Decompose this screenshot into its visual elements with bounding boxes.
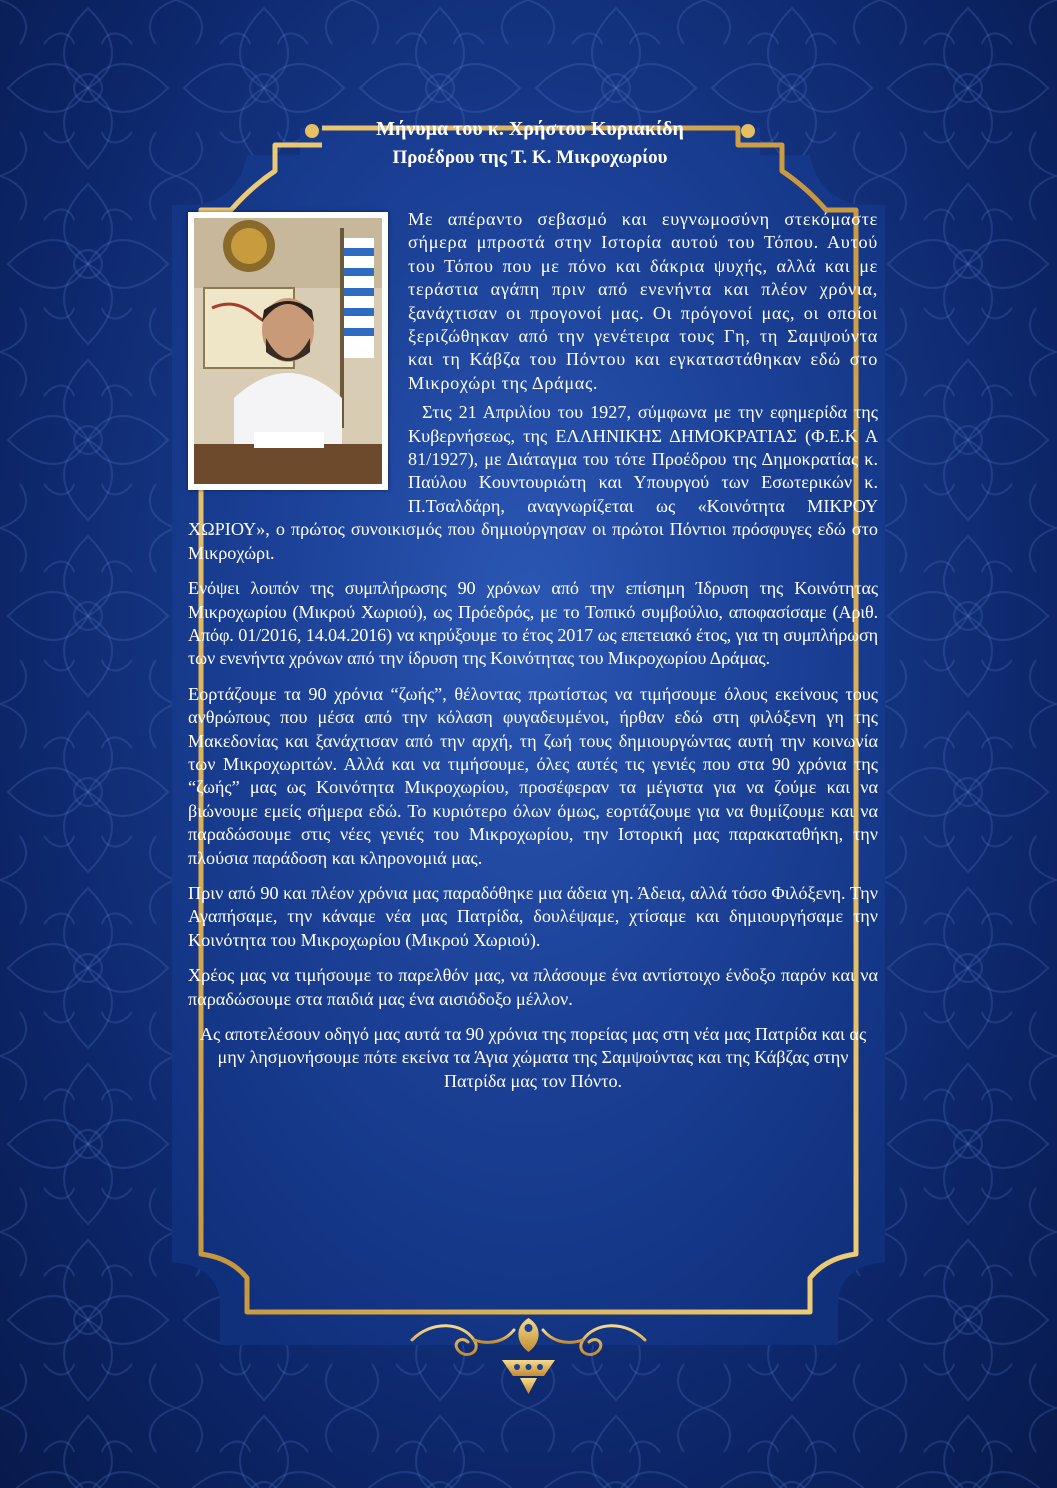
paragraph-5: Πριν από 90 και πλέον χρόνια μας παραδόθηκε μια άδεια γη. Άδεια, αλλά τόσο Φιλόξενη. Την Αγαπήσαμε, την κάναμε νέα μας Πατρίδα, δουλέψαμε, χτίσαμε και δημιουργήσαμε την Κοινότητα του Μικροχωρίου (Μικρού Χωριού). [188,882,878,950]
bottom-flourish-ornament [402,1300,655,1400]
paragraph-6: Χρέος μας να τιμήσουμε το παρελθόν μας, να πλάσουμε ένα αντίστοιχο ένδοξο παρόν και να παραδώσουμε στα παιδιά μας ένα αισιόδοξο μέλλον. [188,965,878,1009]
message-header [300,115,760,171]
paragraph-1: Με απέραντο σεβασμό και ευγνωμοσύνη στεκόμαστε σήμερα μπροστά στην Ιστορία αυτού του Τόπου. Αυτού του Τόπου που με πόνο και δάκρια ψυχής, αλλά και με τεράστια αγάπη πριν από ενενήντα και πλέον χρόνια, ξανάχτισαν οι προγονοί μας. Οι πρόγονοί μας, οι οποίοι ξεριζώθηκαν από την γενέτειρα τους Γη, τη Σαμψούντα και τη Κάβζα του Πόντου και εγκαταστάθηκαν εδώ στο Μικροχώρι της Δράμας. [408,209,878,393]
president-portrait-photo [188,212,388,490]
paragraph-2: Στις 21 Απριλίου του 1927, σύμφωνα με την εφημερίδα της Κυβερνήσεως, της ΕΛΛΗΝΙΚΗΣ ΔΗΜΟΚΡΑΤΙΑΣ (Φ.Ε.Κ Α 81/1927), με Διάταγμα του τότε Προέδρου της Δημοκρατίας κ. Παύλου Κουντουριώτη και Υπουργού των Εσωτερικών κ. Π.Τσαλδάρη, αναγνωρίζεται ως «Κοινότητα ΜΙΚΡΟΥ ΧΩΡΙΟΥ», ο πρώτος συνοικισμός που δημιούργησαν οι πρώτοι Πόντιοι πρόσφυγες εδώ στο Μικροχώρι. [188,402,878,563]
message-title: Μήνυμα του κ. Χρήστου Κυριακίδη [376,118,684,140]
paragraph-4: Εορτάζουμε τα 90 χρόνια “ζωής”, θέλοντας πρωτίστως να τιμήσουμε όλους εκείνους τους ανθρώπους που μέσα από την κόλαση φυγαδευμένοι, ήρθαν εδώ στη φιλόξενη γη της Μακεδονίας και ξανάχτισαν από την αρχή, τη ζωή τους δημιουργώντας αυτή την κοινωνία των Μικροχωριτών. Αλλά και να τιμήσουμε, όλες αυτές τις γενιές που στα 90 χρόνια της “ζωής” μας ως Κοινότητα Μικροχωρίου, προσέφεραν τα μέγιστα για να ζούμε και να βιώνουμε εμείς σήμερα εδώ. Το κυριότερο όλων όμως, εορτάζουμε για να θυμίζουμε και να παραδώσουμε στις νέες γενιές του Μικροχωρίου, την Ιστορική μας παρακαταθήκη, την πλούσια παράδοση και κληρονομιά μας. [188,683,878,868]
paragraph-3: Ενόψει λοιπόν της συμπλήρωσης 90 χρόνων από την επίσημη Ίδρυση της Κοινότητας Μικροχωρίου (Μικρού Χωριού), ως Πρόεδρός, με το Τοπικό συμβούλιο, αποφασίσαμε (Αριθ. Απόφ. 01/2016, 14.04.2016) να κηρύξουμε το έτος 2017 ως επετειακό έτος, για τη συμπλήρωση των ενενήντα χρόνων από την ίδρυση της Κοινότητας του Μικροχωρίου Δράμας. [188,578,878,669]
closing-paragraph: Ας αποτελέσουν οδηγό μας αυτά τα 90 χρόνια της πορείας μας στη νέα μας Πατρίδα και ας μην λησμονήσουμε πότε εκείνα τα Άγια χώματα της Σαμψούντας και της Κάβζας στην Πατρίδα μας τον Πόντο. [199,1024,867,1091]
message-body [188,208,878,1093]
message-subtitle: Προέδρου της Τ. Κ. Μικροχωρίου [392,147,668,168]
